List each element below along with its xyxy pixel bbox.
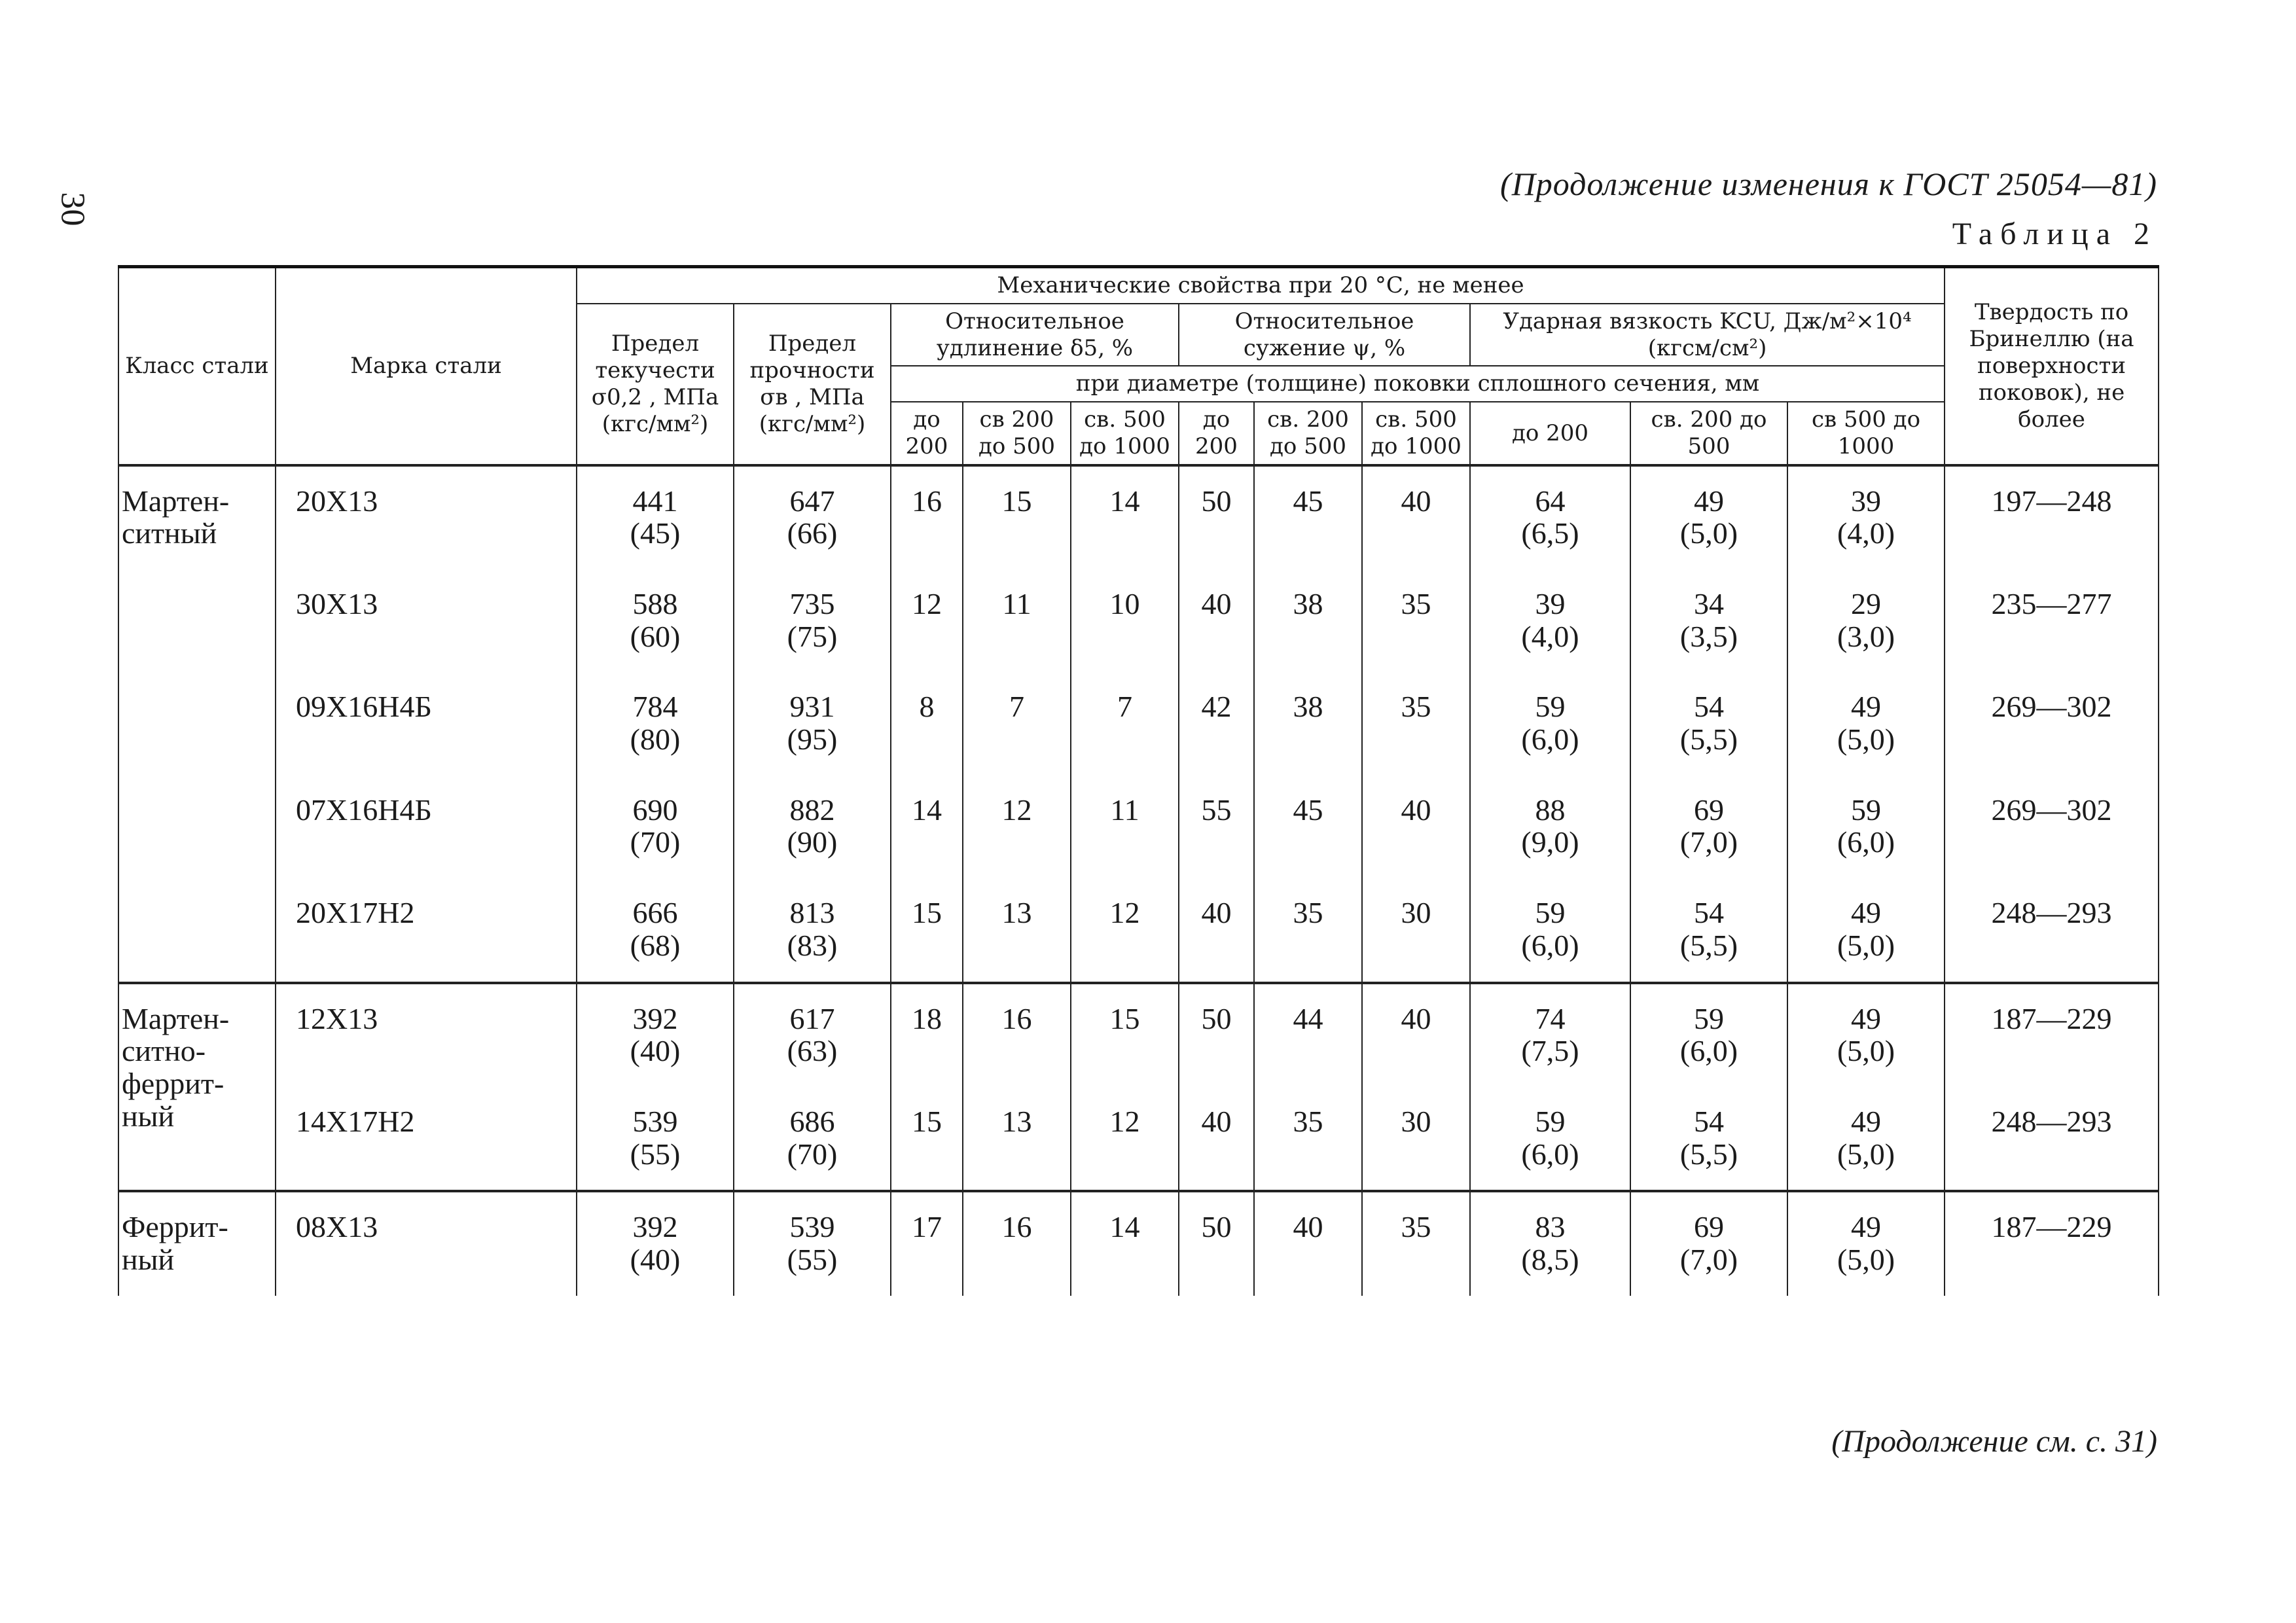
hardness-value: 187—229 — [1945, 1191, 2159, 1295]
elongation-value: 14 — [891, 776, 963, 878]
yield-value-kgf: (55) — [630, 1137, 681, 1171]
impact-value — [1470, 672, 1630, 775]
footer-continuation: (Продолжение см. с. 31) — [1831, 1424, 2157, 1459]
tensile-value-kgf: (55) — [787, 1242, 838, 1276]
yield-value-mpa: 784 — [632, 690, 678, 724]
properties-table — [118, 265, 2159, 1296]
yield-value-mpa: 690 — [632, 793, 678, 827]
tensile-value — [734, 569, 891, 672]
elongation-value: 16 — [963, 983, 1071, 1087]
impact-value — [1470, 983, 1630, 1087]
impact-value — [1787, 672, 1945, 775]
impact-value-kgf: (5,5) — [1679, 928, 1738, 962]
impact-value — [1470, 1191, 1630, 1295]
impact-value-mpa: 54 — [1694, 1104, 1724, 1138]
elongation-value: 13 — [963, 878, 1071, 982]
impact-value — [1470, 569, 1630, 672]
impact-value-mpa: 39 — [1851, 484, 1882, 518]
impact-value-mpa: 88 — [1535, 793, 1566, 827]
impact-value-mpa: 49 — [1694, 484, 1724, 518]
yield-value — [577, 878, 734, 982]
col-grade: Марка стали — [276, 267, 577, 465]
reduction-value: 55 — [1179, 776, 1254, 878]
yield-value — [577, 1087, 734, 1191]
hardness-value: 248—293 — [1945, 1087, 2159, 1191]
reduction-value: 50 — [1179, 465, 1254, 569]
impact-value-mpa: 59 — [1535, 690, 1566, 724]
table-row — [118, 569, 2159, 672]
impact-value-kgf: (9,0) — [1521, 825, 1579, 859]
impact-value-kgf: (6,0) — [1521, 722, 1579, 757]
impact-value-kgf: (6,5) — [1521, 516, 1579, 550]
impact-value — [1787, 465, 1945, 569]
elongation-value: 16 — [891, 465, 963, 569]
elongation-value: 11 — [963, 569, 1071, 672]
yield-value-mpa: 441 — [632, 484, 678, 518]
reduction-value: 35 — [1254, 1087, 1362, 1191]
yield-value-kgf: (68) — [630, 928, 681, 962]
yield-value-mpa: 392 — [632, 1001, 678, 1035]
impact-value — [1787, 983, 1945, 1087]
page-number: 30 — [54, 192, 92, 226]
elongation-value: 13 — [963, 1087, 1071, 1191]
yield-value-kgf: (60) — [630, 619, 681, 653]
yield-value — [577, 465, 734, 569]
elongation-value: 18 — [891, 983, 963, 1087]
impact-value-kgf: (5,5) — [1679, 722, 1738, 757]
reduction-value: 40 — [1362, 465, 1470, 569]
hardness-value: 269—302 — [1945, 672, 2159, 775]
impact-value — [1787, 776, 1945, 878]
impact-value-mpa: 29 — [1851, 587, 1882, 621]
sub-reduct-2: св. 200 до 500 — [1254, 402, 1362, 465]
impact-value-mpa: 49 — [1851, 690, 1882, 724]
tensile-value-mpa: 539 — [789, 1210, 835, 1244]
sub-reduct-1: до 200 — [1179, 402, 1254, 465]
reduction-value: 44 — [1254, 983, 1362, 1087]
yield-value-mpa: 539 — [632, 1104, 678, 1138]
table-row — [118, 1191, 2159, 1295]
table-row — [118, 1087, 2159, 1191]
impact-value-kgf: (5,5) — [1679, 1137, 1738, 1171]
impact-value — [1470, 776, 1630, 878]
tensile-value-kgf: (63) — [787, 1034, 838, 1068]
elongation-value: 15 — [891, 878, 963, 982]
steel-grade: 09Х16Н4Б — [276, 672, 577, 775]
elongation-value: 12 — [891, 569, 963, 672]
yield-value-kgf: (70) — [630, 825, 681, 859]
impact-value-kgf: (7,5) — [1521, 1034, 1579, 1068]
elongation-value: 15 — [1071, 983, 1179, 1087]
reduction-value: 30 — [1362, 878, 1470, 982]
impact-value — [1630, 1191, 1787, 1295]
elongation-value: 17 — [891, 1191, 963, 1295]
reduction-value: 38 — [1254, 672, 1362, 775]
elongation-value: 8 — [891, 672, 963, 775]
table-group — [118, 983, 2159, 1192]
col-reduction: Относительное сужение ψ, % — [1179, 304, 1470, 366]
impact-value — [1630, 776, 1787, 878]
yield-value-mpa: 666 — [632, 896, 678, 930]
impact-value-kgf: (8,5) — [1521, 1242, 1579, 1276]
impact-value-kgf: (6,0) — [1837, 825, 1895, 859]
reduction-value: 42 — [1179, 672, 1254, 775]
impact-value — [1630, 569, 1787, 672]
yield-value-kgf: (45) — [630, 516, 681, 550]
hardness-value: 269—302 — [1945, 776, 2159, 878]
impact-value-mpa: 34 — [1694, 587, 1724, 621]
impact-value-kgf: (5,0) — [1837, 1242, 1895, 1276]
impact-value-kgf: (6,0) — [1521, 928, 1579, 962]
impact-value — [1787, 1087, 1945, 1191]
impact-value-mpa: 83 — [1535, 1210, 1566, 1244]
elongation-value: 11 — [1071, 776, 1179, 878]
table-label: Таблица 2 — [1952, 217, 2157, 251]
impact-value-mpa: 69 — [1694, 793, 1724, 827]
steel-grade: 08Х13 — [276, 1191, 577, 1295]
impact-value-mpa: 49 — [1851, 1001, 1882, 1035]
yield-value-kgf: (80) — [630, 722, 681, 757]
sub-impact-1: до 200 — [1470, 402, 1630, 465]
reduction-value: 40 — [1179, 569, 1254, 672]
reduction-value: 40 — [1179, 1087, 1254, 1191]
tensile-value — [734, 878, 891, 982]
elongation-value: 12 — [1071, 878, 1179, 982]
impact-value — [1787, 569, 1945, 672]
sub-elong-1: до 200 — [891, 402, 963, 465]
impact-value-mpa: 74 — [1535, 1001, 1566, 1035]
table-row — [118, 672, 2159, 775]
yield-value — [577, 776, 734, 878]
reduction-value: 38 — [1254, 569, 1362, 672]
sub-elong-2: св 200 до 500 — [963, 402, 1071, 465]
impact-value — [1630, 672, 1787, 775]
hardness-value: 187—229 — [1945, 983, 2159, 1087]
impact-value-kgf: (6,0) — [1679, 1034, 1738, 1068]
steel-class: Мартен-ситно-феррит-ный — [118, 983, 276, 1192]
hardness-value: 235—277 — [1945, 569, 2159, 672]
sub-elong-3: св. 500 до 1000 — [1071, 402, 1179, 465]
hardness-value: 197—248 — [1945, 465, 2159, 569]
table-row — [118, 983, 2159, 1087]
tensile-value-kgf: (70) — [787, 1137, 838, 1171]
elongation-value: 14 — [1071, 1191, 1179, 1295]
impact-value-kgf: (4,0) — [1837, 516, 1895, 550]
reduction-value: 50 — [1179, 1191, 1254, 1295]
yield-value-mpa: 588 — [632, 587, 678, 621]
impact-value — [1470, 1087, 1630, 1191]
impact-value-mpa: 49 — [1851, 1104, 1882, 1138]
impact-value-kgf: (4,0) — [1521, 619, 1579, 653]
reduction-value: 40 — [1179, 878, 1254, 982]
impact-value-kgf: (7,0) — [1679, 1242, 1738, 1276]
sub-reduct-3: св. 500 до 1000 — [1362, 402, 1470, 465]
steel-grade: 20Х13 — [276, 465, 577, 569]
impact-value-mpa: 54 — [1694, 896, 1724, 930]
tensile-value — [734, 1191, 891, 1295]
tensile-value — [734, 776, 891, 878]
impact-value-kgf: (5,0) — [1837, 1034, 1895, 1068]
steel-grade: 12Х13 — [276, 983, 577, 1087]
col-tensile: Предел прочности σв , МПа (кгс/мм²) — [734, 304, 891, 465]
impact-value-kgf: (5,0) — [1679, 516, 1738, 550]
sub-impact-3: св 500 до 1000 — [1787, 402, 1945, 465]
steel-class: Мартен-ситный — [118, 465, 276, 983]
impact-value-kgf: (3,5) — [1679, 619, 1738, 653]
impact-value-kgf: (5,0) — [1837, 1137, 1895, 1171]
tensile-value-mpa: 617 — [789, 1001, 835, 1035]
impact-value-mpa: 49 — [1851, 896, 1882, 930]
yield-value — [577, 672, 734, 775]
tensile-value-mpa: 735 — [789, 587, 835, 621]
tensile-value — [734, 983, 891, 1087]
table-row — [118, 465, 2159, 569]
tensile-value-mpa: 686 — [789, 1104, 835, 1138]
impact-value-mpa: 59 — [1535, 896, 1566, 930]
steel-grade: 30Х13 — [276, 569, 577, 672]
impact-value-kgf: (7,0) — [1679, 825, 1738, 859]
reduction-value: 45 — [1254, 465, 1362, 569]
tensile-value-kgf: (95) — [787, 722, 838, 757]
tensile-value — [734, 1087, 891, 1191]
steel-grade: 20Х17Н2 — [276, 878, 577, 982]
elongation-value: 15 — [891, 1087, 963, 1191]
tensile-value-mpa: 813 — [789, 896, 835, 930]
elongation-value: 10 — [1071, 569, 1179, 672]
table-row — [118, 878, 2159, 982]
col-mech-props: Механические свойства при 20 °С, не менее — [577, 267, 1945, 304]
elongation-value: 12 — [963, 776, 1071, 878]
impact-value-kgf: (5,0) — [1837, 928, 1895, 962]
impact-value — [1470, 878, 1630, 982]
impact-value-mpa: 59 — [1694, 1001, 1724, 1035]
elongation-value: 7 — [1071, 672, 1179, 775]
reduction-value: 30 — [1362, 1087, 1470, 1191]
header-continuation: (Продолжение изменения к ГОСТ 25054—81) — [1500, 166, 2157, 202]
yield-value — [577, 1191, 734, 1295]
impact-value — [1630, 1087, 1787, 1191]
tensile-value-mpa: 647 — [789, 484, 835, 518]
tensile-value — [734, 465, 891, 569]
tensile-value-kgf: (83) — [787, 928, 838, 962]
impact-value — [1787, 1191, 1945, 1295]
yield-value-mpa: 392 — [632, 1210, 678, 1244]
impact-value — [1630, 878, 1787, 982]
elongation-value: 7 — [963, 672, 1071, 775]
steel-class: Феррит-ный — [118, 1191, 276, 1295]
impact-value-mpa: 49 — [1851, 1210, 1882, 1244]
yield-value — [577, 983, 734, 1087]
steel-grade: 14Х17Н2 — [276, 1087, 577, 1191]
steel-grade: 07Х16Н4Б — [276, 776, 577, 878]
table-row — [118, 776, 2159, 878]
tensile-value-kgf: (66) — [787, 516, 838, 550]
reduction-value: 35 — [1362, 569, 1470, 672]
sub-impact-2: св. 200 до 500 — [1630, 402, 1787, 465]
reduction-value: 45 — [1254, 776, 1362, 878]
elongation-value: 14 — [1071, 465, 1179, 569]
yield-value-kgf: (40) — [630, 1034, 681, 1068]
impact-value — [1630, 465, 1787, 569]
elongation-value: 12 — [1071, 1087, 1179, 1191]
impact-value-mpa: 59 — [1535, 1104, 1566, 1138]
yield-value — [577, 569, 734, 672]
impact-value — [1470, 465, 1630, 569]
impact-value-kgf: (3,0) — [1837, 619, 1895, 653]
col-yield: Предел текучести σ0,2 , МПа (кгс/мм²) — [577, 304, 734, 465]
col-impact: Ударная вязкость KCU, Дж/м²×10⁴ (кгсм/см²) — [1470, 304, 1945, 366]
reduction-value: 35 — [1362, 672, 1470, 775]
tensile-value-mpa: 882 — [789, 793, 835, 827]
reduction-value: 40 — [1254, 1191, 1362, 1295]
impact-value-mpa: 39 — [1535, 587, 1566, 621]
table-group — [118, 1191, 2159, 1295]
impact-value — [1630, 983, 1787, 1087]
yield-value-kgf: (40) — [630, 1242, 681, 1276]
col-diameter: при диаметре (толщине) поковки сплошного сечения, мм — [891, 366, 1945, 402]
impact-value-kgf: (6,0) — [1521, 1137, 1579, 1171]
tensile-value-kgf: (90) — [787, 825, 838, 859]
impact-value-kgf: (5,0) — [1837, 722, 1895, 757]
impact-value-mpa: 59 — [1851, 793, 1882, 827]
impact-value-mpa: 54 — [1694, 690, 1724, 724]
tensile-value-mpa: 931 — [789, 690, 835, 724]
reduction-value: 35 — [1254, 878, 1362, 982]
table-group — [118, 465, 2159, 983]
impact-value — [1787, 878, 1945, 982]
reduction-value: 40 — [1362, 776, 1470, 878]
reduction-value: 40 — [1362, 983, 1470, 1087]
elongation-value: 15 — [963, 465, 1071, 569]
col-class: Класс стали — [118, 267, 276, 465]
reduction-value: 35 — [1362, 1191, 1470, 1295]
impact-value-mpa: 64 — [1535, 484, 1566, 518]
elongation-value: 16 — [963, 1191, 1071, 1295]
col-elongation: Относительное удлинение δ5, % — [891, 304, 1179, 366]
hardness-value: 248—293 — [1945, 878, 2159, 982]
impact-value-mpa: 69 — [1694, 1210, 1724, 1244]
tensile-value-kgf: (75) — [787, 619, 838, 653]
reduction-value: 50 — [1179, 983, 1254, 1087]
col-hardness: Твердость по Бринеллю (на поверхности поковок), не более — [1945, 267, 2159, 465]
tensile-value — [734, 672, 891, 775]
